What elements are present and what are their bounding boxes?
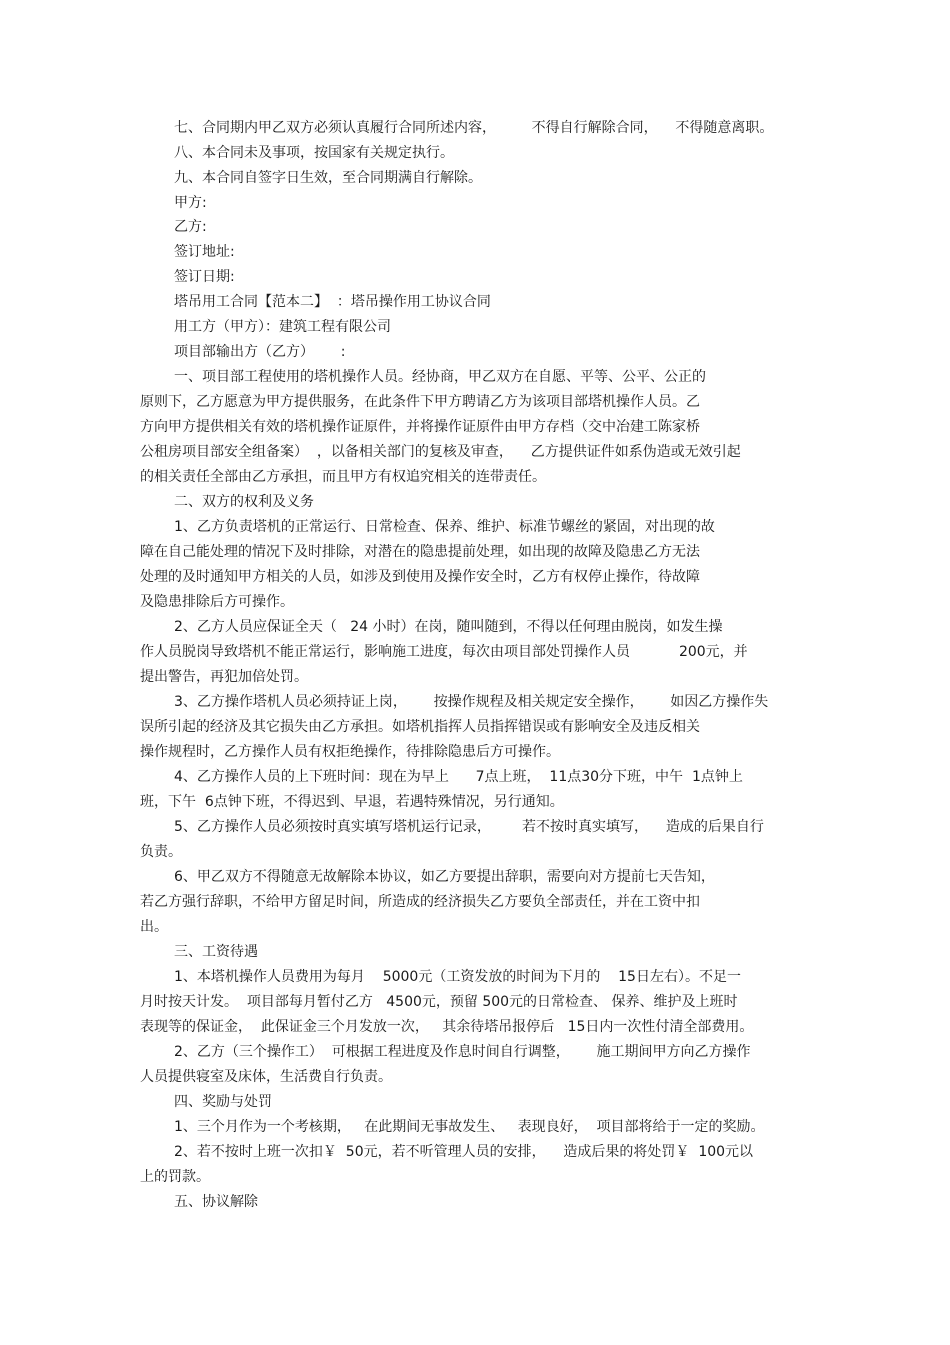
item-2-4-line: 班，下午 6点钟下班，不得迟到、早退，若遇特殊情况，另行通知。 — [140, 794, 564, 810]
item-4-2-line: 上的罚款。 — [140, 1169, 210, 1185]
section-5-heading: 五、协议解除 — [174, 1194, 258, 1210]
section-3-heading: 三、工资待遇 — [174, 944, 258, 960]
clause-7: 七、合同期内甲乙双方必须认真履行合同所述内容， 不得自行解除合同， 不得随意离职。 — [174, 120, 774, 136]
party-b-label: 乙方: — [174, 219, 207, 235]
item-4-1-line: 1、三个月作为一个考核期， 在此期间无事故发生、 表现良好， 项目部将给于一定的奖励。 — [174, 1119, 765, 1135]
employer-line: 用工方（甲方）：建筑工程有限公司 — [174, 319, 391, 335]
item-2-2-line: 提出警告，再犯加倍处罚。 — [140, 669, 308, 685]
item-2-5-line: 5、乙方操作人员必须按时真实填写塔机运行记录， 若不按时真实填写， 造成的后果自行 — [174, 819, 764, 835]
item-2-5-line: 负责。 — [140, 844, 182, 860]
item-4-2-line: 2、若不按时上班一次扣￥ 50元，若不听管理人员的安排， 造成后果的将处罚￥ 100元以 — [174, 1144, 754, 1160]
item-3-2-line: 2、乙方（三个操作工） 可根据工程进度及作息时间自行调整， 施工期间甲方向乙方操作 — [174, 1044, 751, 1060]
clause-9: 九、本合同自签字日生效，至合同期满自行解除。 — [174, 170, 482, 186]
item-2-3-line: 误所引起的经济及其它损失由乙方承担。如塔机指挥人员指挥错误或有影响安全及违反相关 — [140, 719, 700, 735]
section-1-line: 公租房项目部安全组备案） ，以备相关部门的复核及审查， 乙方提供证件如系伪造或无效引起 — [140, 444, 741, 460]
section-1-line: 原则下，乙方愿意为甲方提供服务，在此条件下甲方聘请乙方为该项目部塔机操作人员。乙 — [140, 394, 700, 410]
item-2-6-line: 出。 — [140, 919, 168, 935]
section-2-heading: 二、双方的权利及义务 — [174, 494, 314, 510]
item-2-1-line: 障在自己能处理的情况下及时排除，对潜在的隐患提前处理，如出现的故障及隐患乙方无法 — [140, 544, 700, 560]
section-1-line: 方向甲方提供相关有效的塔机操作证原件，并将操作证原件由甲方存档（交中冶建工陈家桥 — [140, 419, 700, 435]
provider-line: 项目部输出方（乙方） : — [174, 344, 346, 360]
item-2-4-line: 4、乙方操作人员的上下班时间：现在为早上 7点上班， 11点30分下班，中午 1点钟上 — [174, 769, 743, 785]
clause-8: 八、本合同未及事项，按国家有关规定执行。 — [174, 145, 454, 161]
item-3-2-line: 人员提供寝室及床体，生活费自行负责。 — [140, 1069, 392, 1085]
item-2-2-line: 2、乙方人员应保证全天（ 24 小时）在岗，随叫随到，不得以任何理由脱岗，如发生操 — [174, 619, 723, 635]
item-3-1-line: 月时按天计发。 项目部每月暂付乙方 4500元，预留 500元的日常检查、 保养、维护及上班时 — [140, 994, 738, 1010]
item-3-1-line: 表现等的保证金， 此保证金三个月发放一次， 其余待塔吊报停后 15日内一次性付清全部费用。 — [140, 1019, 754, 1035]
item-2-1-line: 处理的及时通知甲方相关的人员，如涉及到使用及操作安全时，乙方有权停止操作，待故障 — [140, 569, 700, 585]
section-1-line: 一、项目部工程使用的塔机操作人员。经协商，甲乙双方在自愿、平等、公平、公正的 — [174, 369, 706, 385]
item-2-6-line: 若乙方强行辞职，不给甲方留足时间，所造成的经济损失乙方要负全部责任，并在工资中扣 — [140, 894, 700, 910]
item-3-1-line: 1、本塔机操作人员费用为每月 5000元（工资发放的时间为下月的 15日左右）。不足一 — [174, 969, 741, 985]
item-2-3-line: 操作规程时，乙方操作人员有权拒绝操作，待排除隐患后方可操作。 — [140, 744, 560, 760]
section-4-heading: 四、奖励与处罚 — [174, 1094, 272, 1110]
item-2-3-line: 3、乙方操作塔机人员必须持证上岗， 按操作规程及相关规定安全操作， 如因乙方操作失 — [174, 694, 769, 710]
template-two-title: 塔吊用工合同【范本二】 ：塔吊操作用工协议合同 — [174, 294, 491, 310]
item-2-1-line: 1、乙方负责塔机的正常运行、日常检查、保养、维护、标准节螺丝的紧固，对出现的故 — [174, 519, 715, 535]
sign-date-label: 签订日期: — [174, 269, 235, 285]
item-2-1-line: 及隐患排除后方可操作。 — [140, 594, 294, 610]
section-1-line: 的相关责任全部由乙方承担，而且甲方有权追究相关的连带责任。 — [140, 469, 546, 485]
party-a-label: 甲方: — [174, 195, 207, 211]
item-2-2-line: 作人员脱岗导致塔机不能正常运行，影响施工进度，每次由项目部处罚操作人员 200元，并 — [140, 644, 748, 660]
sign-address-label: 签订地址: — [174, 244, 235, 260]
item-2-6-line: 6、甲乙双方不得随意无故解除本协议，如乙方要提出辞职，需要向对方提前七天告知， — [174, 869, 715, 885]
